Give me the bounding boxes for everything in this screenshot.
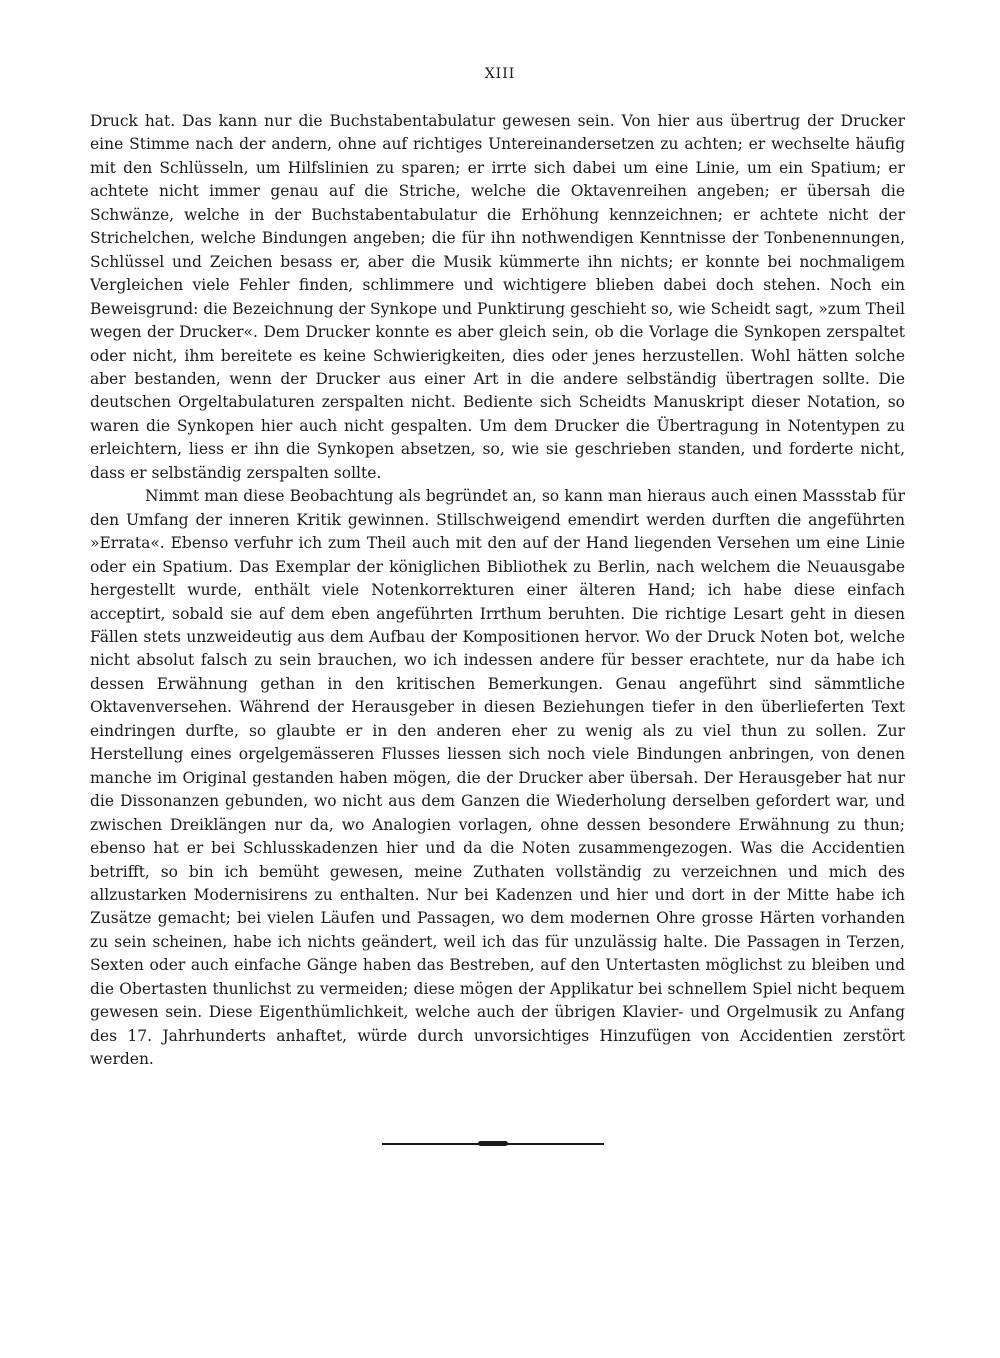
body-text — [90, 110, 905, 1072]
end-ornament — [382, 1140, 604, 1148]
paragraph-2: Nimmt man diese Beobachtung als begründet an, so kann man hieraus auch einen Massstab für den Umfang der inneren Kritik gewinnen. Stillschweigend emendirt werden durften die angeführten »Errata«. Ebenso verfuhr ich zum Theil auch mit den auf der Hand liegenden Versehen um eine Linie oder ein Spatium. Das Exemplar der königlichen Bibliothek zu Berlin, nach welchem die Neuausgabe hergestellt wurde, enthält viele Notenkorrekturen einer älteren Hand; ich habe diese einfach acceptirt, sobald sie auf dem eben angeführten Irrthum beruhten. Die richtige Lesart geht in diesen Fällen stets unzweideutig aus dem Aufbau der Kompositionen hervor. Wo der Druck Noten bot, welche nicht absolut falsch zu sein brauchen, wo ich indessen andere für besser erachtete, nur da habe ich dessen Erwähnung gethan in den kritischen Bemerkungen. Genau angeführt sind sämmtliche Oktavenversehen. Während der Herausgeber in diesen Beziehungen tiefer in den überlieferten Text eindringen durfte, so glaubte er in den anderen eher zu wenig als zu viel thun zu sollen. Zur Herstellung eines orgelgemässeren Flusses liessen sich noch viele Bindungen anbringen, von denen manche im Original gestanden haben mögen, die der Drucker aber übersah. Der Herausgeber hat nur die Dissonanzen gebunden, wo nicht aus dem Ganzen die Wiederholung derselben gefordert war, und zwischen Dreiklängen nur da, wo Analogien vorlagen, ohne dessen besondere Erwähnung zu thun; ebenso hat er bei Schlusskadenzen hier und da die Noten zusammengezogen. Was die Accidentien betrifft, so bin ich bemüht gewesen, meine Zuthaten vollständig zu verzeichnen und mich des allzustarken Modernisirens zu enthalten. Nur bei Kadenzen und hier und dort in der Mitte habe ich Zusätze gemacht; bei vielen Läufen und Passagen, wo dem modernen Ohre grosse Härten vorhanden zu sein scheinen, habe ich nichts geändert, weil ich das für unzulässig halte. Die Passagen in Terzen, Sexten oder auch einfache Gänge haben das Bestreben, auf den Untertasten möglichst zu bleiben und die Obertasten thunlichst zu vermeiden; diese mögen der Applikatur bei schnellem Spiel nicht bequem gewesen sein. Diese Eigenthümlichkeit, welche auch der übrigen Klavier- und Orgelmusik zu Anfang des 17. Jahrhunderts anhaftet, würde durch unvorsichtiges Hinzufügen von Accidentien zerstört werden. — [90, 487, 905, 1069]
ornament-center — [478, 1141, 508, 1146]
paragraph-1: Druck hat. Das kann nur die Buchstabentabulatur gewesen sein. Von hier aus übertrug der Drucker eine Stimme nach der andern, ohne auf richtiges Untereinandersetzen zu achten; er wechselte häufig mit den Schlüsseln, um Hilfslinien zu sparen; er irrte sich dabei um eine Linie, um ein Spatium; er achtete nicht immer genau auf die Striche, welche die Oktavenreihen angeben; er übersah die Schwänze, welche in der Buchstabentabulatur die Erhöhung kennzeichnen; er achtete nicht der Strichelchen, welche Bindungen angeben; die für ihn nothwendigen Kenntnisse der Tonbenennungen, Schlüssel und Zeichen besass er, aber die Musik kümmerte ihn nichts; er konnte bei nochmaligem Vergleichen viele Fehler finden, schlimmere und wichtigere blieben dabei doch stehen. Noch ein Beweisgrund: die Bezeichnung der Synkope und Punktirung geschieht so, wie Scheidt sagt, »zum Theil wegen der Drucker«. Dem Drucker konnte es aber gleich sein, ob die Vorlage die Synkopen zerspaltet oder nicht, ihm bereitete es keine Schwierigkeiten, dies oder jenes herzustellen. Wohl hätten solche aber bestanden, wenn der Drucker aus einer Art in die andere selbständig übertragen sollte. Die deutschen Orgeltabulaturen zerspalten nicht. Bediente sich Scheidts Manuskript dieser Notation, so waren die Synkopen hier auch nicht gespalten. Um dem Drucker die Übertragung in Notentypen zu erleichtern, liess er ihn die Synkopen absetzen, so, wie sie geschrieben standen, und forderte nicht, dass er selbständig zerspalten sollte. — [90, 112, 905, 482]
page-number: XIII — [484, 66, 516, 82]
